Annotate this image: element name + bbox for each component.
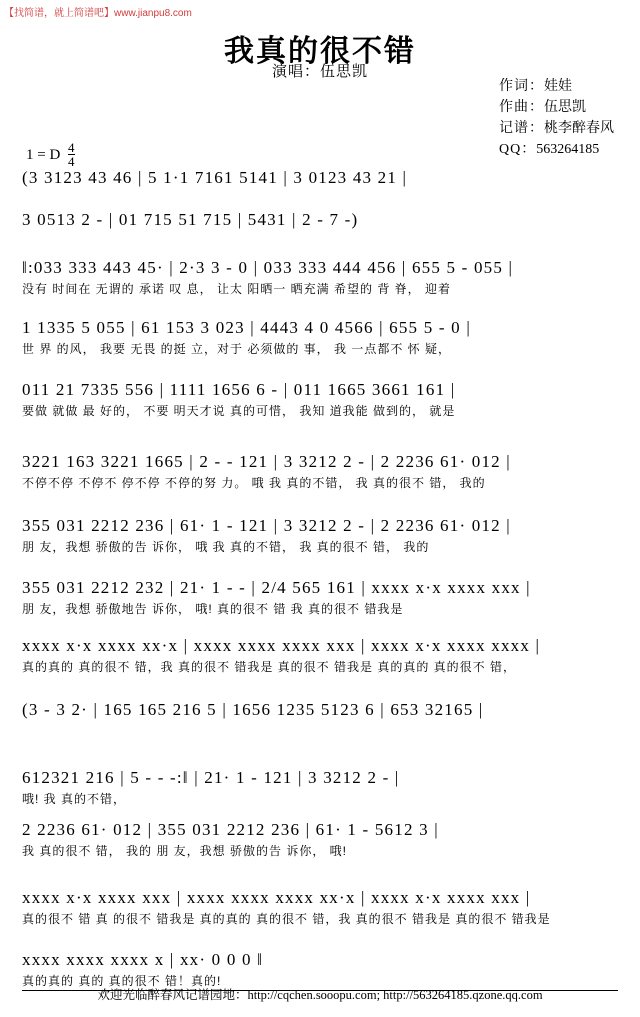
staff-lyrics: 哦! 我 真的不错， (22, 792, 127, 806)
time-signature (68, 141, 75, 168)
key-and-time-signature (26, 142, 75, 169)
staff-line (22, 768, 618, 806)
staff-line (22, 950, 618, 988)
staff-notes: 3221 163 3221 1665 | 2 - - 121 | 3 3212 2 - | 2 2236 61· 012 | (22, 452, 511, 471)
page-title: 我真的很不错 (224, 35, 416, 68)
staff-line (22, 578, 618, 616)
credit-transcriber-value: 桃李醉春风 (544, 121, 614, 136)
credit-composer-label: 作曲： (499, 100, 544, 115)
staff-line (22, 258, 618, 296)
time-signature-denominator: 4 (68, 154, 75, 169)
credit-transcriber-label: 记谱： (499, 121, 544, 136)
staff-lyrics: 我 真的很不 错， 我的 朋 友，我想 骄傲的告 诉你， 哦! (22, 844, 348, 858)
staff-notes: 2 2236 61· 012 | 355 031 2212 236 | 61· 1 - 5612 3 | (22, 820, 439, 839)
staff-notes: (3 3123 43 46 | 5 1·1 7161 5141 | 3 0123 43 21 | (22, 168, 408, 187)
staff-notes: (3 - 3 2· | 165 165 216 5 | 1656 1235 5123 6 | 653 32165 | (22, 700, 484, 719)
staff-lyrics: 不停不停 不停不 停不停 不停的努 力。 哦 我 真的不错， 我 真的很不 错， 我的 (22, 476, 486, 490)
credit-lyricist-label: 作词： (499, 79, 544, 94)
staff-notes: xxxx x·x xxxx xxx | xxxx xxxx xxxx xx·x | xxxx x·x xxxx xxx | (22, 888, 531, 907)
staff-lyrics: 朋 友，我想 骄傲地告 诉你， 哦! 真的很不 错 我 真的很不 错我是 (22, 602, 404, 616)
credit-composer-value: 伍思凯 (544, 100, 586, 115)
staff-lyrics: 真的很不 错 真 的很不 错我是 真的真的 真的很不 错，我 真的很不 错我是 真的很不 错我是 (22, 912, 551, 926)
site-watermark: 【找简谱，就上简谱吧】www.jianpu8.com (4, 8, 192, 19)
credit-transcriber (499, 118, 614, 139)
staff-notes: 355 031 2212 232 | 21· 1 - - | 2/4 565 161 | xxxx x·x xxxx xxx | (22, 578, 531, 597)
credit-qq-value: 563264185 (536, 142, 600, 157)
staff-notes: 1 1335 5 055 | 61 153 3 023 | 4443 4 0 4566 | 655 5 - 0 | (22, 318, 471, 337)
credits-block (499, 76, 614, 160)
staff-line (22, 210, 618, 248)
staff-line (22, 888, 618, 926)
staff-lyrics: 真的真的 真的很不 错，我 真的很不 错我是 真的很不 错我是 真的真的 真的很不 错， (22, 660, 517, 674)
staff-lyrics: 没有 时间在 无谓的 承诺 叹 息， 让太 阳晒一 晒充满 希望的 背 脊， 迎着 (22, 282, 452, 296)
staff-line (22, 380, 618, 418)
staff-lyrics: 世 界 的风， 我要 无畏 的挺 立，对于 必须做的 事， 我 一点都不 怀 疑， (22, 342, 452, 356)
staff-line (22, 700, 618, 738)
staff-notes: 3 0513 2 - | 01 715 51 715 | 5431 | 2 - 7 -) (22, 210, 359, 229)
staff-line (22, 516, 618, 554)
staff-notes: ‖:033 333 443 45· | 2·3 3 - 0 | 033 333 444 456 | 655 5 - 055 | (22, 258, 514, 277)
staff-line (22, 168, 618, 206)
staff-notes: 011 21 7335 556 | 1111 1656 6 - | 011 1665 3661 161 | (22, 380, 456, 399)
staff-line (22, 452, 618, 490)
credit-lyricist-value: 娃娃 (544, 79, 572, 94)
key-signature: 1 = D (26, 146, 61, 163)
credit-qq-label: QQ： (499, 142, 537, 157)
singer-line: 演唱：伍思凯 (271, 64, 368, 80)
staff-notes: 612321 216 | 5 - - -:‖ | 21· 1 - 121 | 3 3212 2 - | (22, 768, 400, 787)
staff-notes: xxxx x·x xxxx xx·x | xxxx xxxx xxxx xxx | xxxx x·x xxxx xxxx | (22, 636, 541, 655)
credit-composer (499, 97, 614, 118)
staff-lyrics: 真的真的 真的 真的很不 错！真的! (22, 974, 222, 988)
staff-line (22, 636, 618, 674)
staff-lyrics: 朋 友，我想 骄傲的告 诉你， 哦 我 真的不错， 我 真的很不 错， 我的 (22, 540, 430, 554)
staff-line (22, 318, 618, 356)
staff-notes: 355 031 2212 236 | 61· 1 - 121 | 3 3212 2 - | 2 2236 61· 012 | (22, 516, 511, 535)
time-signature-numerator: 4 (68, 140, 75, 155)
credit-lyricist (499, 76, 614, 97)
staff-notes: xxxx xxxx xxxx x | xx· 0 0 0 ‖ (22, 950, 264, 969)
staff-line (22, 820, 618, 858)
credit-qq (499, 139, 614, 160)
footer-note: 欢迎光临醉春风记谱园地：http://cqchen.sooopu.com; http://563264185.qzone.qq.com (97, 988, 543, 1002)
staff-lyrics: 要做 就做 最 好的， 不要 明天才说 真的可惜， 我知 道我能 做到的， 就是 (22, 404, 456, 418)
